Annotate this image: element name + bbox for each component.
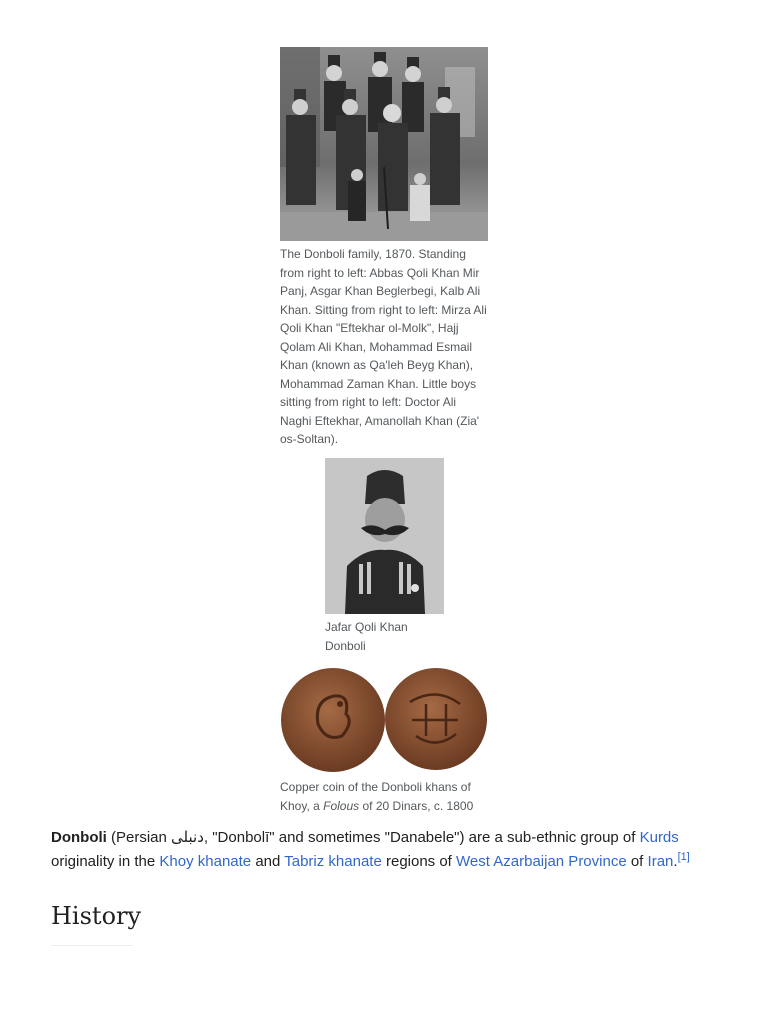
donboli-family-photo[interactable] (280, 47, 488, 241)
lead-term: Donboli (51, 829, 107, 846)
family-photo-figure (280, 47, 488, 449)
link-iran[interactable]: Iran (647, 853, 674, 870)
portrait-caption: Jafar Qoli Khan Donboli (325, 620, 408, 653)
link-tabriz-khanate[interactable]: Tabriz khanate (284, 853, 382, 870)
jafar-qoli-khan-portrait[interactable] (325, 458, 444, 614)
persian-name: دنبلی (171, 829, 204, 846)
portrait-figure (325, 458, 444, 655)
section-heading-history: History (51, 899, 133, 946)
reference-1[interactable]: [1] (677, 851, 690, 863)
family-photo-caption: The Donboli family, 1870. Standing from right to left: Abbas Qoli Khan Mir Panj, Asgar Khan Beglerbegi, Kalb Ali Khan. Sitting from right to left: Mirza Ali Qoli Khan "Eftekhar ol-Molk", Hajj Qolam Ali Khan, Mohammad Esmail Khan (known as Qa'leh Beyg Khan), Mohammad Zaman Khan. Little boys sitting from right to left: Doctor Ali Naghi Eftekhar, Amanollah Khan (Zia' os-Soltan). (280, 247, 487, 446)
link-khoy-khanate[interactable]: Khoy khanate (159, 853, 252, 870)
coin-figure (280, 664, 488, 815)
link-kurds[interactable]: Kurds (639, 829, 679, 846)
copper-coin-photo[interactable] (280, 664, 488, 774)
lead-paragraph: Donboli (Persian دنبلی, "Donbolī" and sometimes "Danabele") are a sub-ethnic group of Kurds originality in the Khoy khanate and Tabriz khanate regions of West Azarbaijan Province of Iran.[1] (51, 829, 690, 870)
coin-caption: Copper coin of the Donboli khans of Khoy, a Folous of 20 Dinars, c. 1800 (280, 780, 474, 813)
link-west-azarbaijan-province[interactable]: West Azarbaijan Province (456, 853, 627, 870)
